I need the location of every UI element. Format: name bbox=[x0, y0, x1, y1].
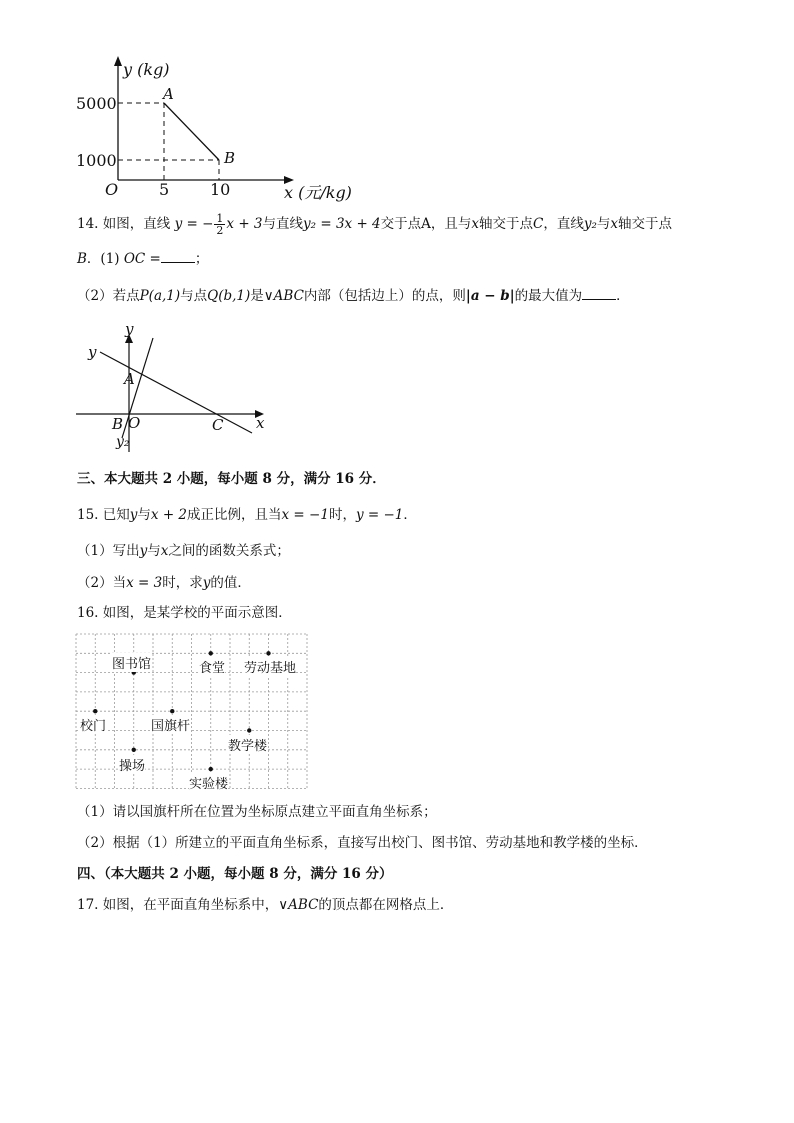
q14-text-mid5: 与 bbox=[596, 216, 611, 232]
q14-text-pre: 如图，直线 bbox=[102, 216, 171, 232]
q16-sub1: （1）请以国旗杆所在位置为坐标原点建立平面直角坐标系； bbox=[77, 804, 437, 820]
fig2-origin: O bbox=[128, 414, 141, 432]
fig2-line2-label: y₂ bbox=[116, 434, 130, 450]
point-a-label: A bbox=[163, 85, 174, 103]
q15-y: y bbox=[129, 507, 138, 523]
q15-cond1: x = −1 bbox=[281, 507, 329, 523]
q14-line2-end: ； bbox=[194, 251, 209, 267]
q14-c-var: C bbox=[533, 216, 544, 232]
dot-lab bbox=[209, 767, 213, 771]
fig2-point-a: A bbox=[124, 370, 135, 388]
point-b-label: B bbox=[224, 149, 236, 167]
q15-sub1-end: 之间的函数关系式； bbox=[168, 543, 290, 559]
q14-frac-num: 1 bbox=[216, 212, 224, 225]
q16-number: 16. bbox=[77, 605, 99, 621]
label-canteen: 食堂 bbox=[199, 657, 225, 676]
q14-triangle: ∨ABC bbox=[263, 288, 304, 304]
tick-x10: 10 bbox=[210, 180, 231, 199]
q14-part1-label: ．(1) bbox=[86, 251, 120, 267]
q15-sub1: （1）写出y与x之间的函数关系式； bbox=[77, 543, 290, 559]
q15-sub2-mid: 时，求 bbox=[162, 575, 203, 591]
q17-number: 17. bbox=[77, 897, 99, 913]
q15-cond2: y = −1 bbox=[355, 507, 404, 523]
q17-stem bbox=[77, 896, 453, 914]
dot-flagpole bbox=[170, 709, 174, 713]
q14-text-mid6: 轴交于点 bbox=[618, 216, 673, 232]
q14-point-q: Q(b,1) bbox=[207, 288, 251, 304]
q14-part2-end: 的最大值为 bbox=[514, 288, 583, 304]
q15-number: 15. bbox=[77, 507, 99, 523]
q15-sub1-pre: （1）写出 bbox=[77, 543, 140, 559]
q14-point-p: P(a,1) bbox=[139, 288, 181, 304]
q14-x-var: x bbox=[471, 216, 480, 232]
q14-eq1-rhs: x + 3 bbox=[226, 216, 263, 232]
q15-mid3: 时， bbox=[328, 507, 356, 523]
q16-text: 如图，是某学校的平面示意图． bbox=[102, 605, 292, 621]
label-teaching: 教学楼 bbox=[228, 735, 267, 754]
y-axis-label: y (kg) bbox=[123, 60, 170, 79]
fig2-x-axis-label: x bbox=[256, 414, 265, 432]
q15-mid2: 成正比例，且当 bbox=[187, 507, 282, 523]
q15-sub1-mid: 与 bbox=[147, 543, 161, 559]
q15-sub2-cond: x = 3 bbox=[126, 575, 163, 591]
label-labor-base: 劳动基地 bbox=[244, 657, 296, 676]
label-library: 图书馆 bbox=[112, 653, 151, 672]
q14-part2-mid3: 内部（包括边上）的点，则 bbox=[303, 288, 466, 304]
q14-frac-den: 2 bbox=[216, 224, 224, 237]
q14-part2-mid: 与点 bbox=[180, 288, 208, 304]
q14-part2-mid2: 是 bbox=[250, 288, 264, 304]
section4-title: 四、（本大题共 2 小题，每小题 8 分，满分 16 分） bbox=[77, 866, 393, 882]
dot-teaching bbox=[247, 728, 251, 732]
q14-eq1-lhs: y = − bbox=[174, 216, 214, 232]
q14-b-var: B bbox=[77, 251, 87, 267]
tick-1000: 1000 bbox=[76, 151, 117, 170]
q17-pre: 如图，在平面直角坐标系中， bbox=[102, 897, 279, 913]
label-lab: 实验楼 bbox=[189, 773, 228, 792]
label-flagpole: 国旗杆 bbox=[151, 715, 190, 734]
q15-sub2-pre: （2）当 bbox=[77, 575, 127, 591]
tick-x5: 5 bbox=[159, 180, 170, 199]
fig2-point-b: B bbox=[112, 415, 124, 433]
section3-title: 三、本大题共 2 小题，每小题 8 分，满分 16 分． bbox=[77, 471, 386, 487]
q14-abs: |a − b| bbox=[465, 288, 515, 304]
q16-sub2: （2）根据（1）所建立的平面直角坐标系，直接写出校门、图书馆、劳动基地和教学楼的坐标． bbox=[77, 835, 648, 851]
q14-oc: OC = bbox=[123, 251, 161, 267]
fig2-line1-label: y bbox=[88, 343, 97, 361]
tick-5000: 5000 bbox=[76, 94, 117, 113]
q15-pre: 已知 bbox=[102, 507, 130, 523]
dot-gate bbox=[93, 709, 97, 713]
q14-text-mid2: 交于点A，且与 bbox=[380, 216, 472, 232]
q14-text-mid1: 与直线 bbox=[262, 216, 304, 232]
q14-part2-period: ． bbox=[616, 288, 630, 304]
fig2-point-c: C bbox=[212, 416, 224, 434]
q15-sub2: （2）当x = 3时，求y的值． bbox=[77, 575, 251, 591]
fig2-y-axis-label: y bbox=[125, 320, 134, 338]
q14-line1: 14. 如图，直线 y = − $\frac{1}{2}$ x + 3与直线y₂ = 3x + 4交于点A，且与x轴交于点C，直线y₂与x轴交于点 bbox=[77, 212, 673, 237]
q17-triangle: ∨ABC bbox=[278, 897, 319, 913]
q14-text-mid4: ，直线 bbox=[543, 216, 584, 232]
dot-playground bbox=[132, 748, 136, 752]
q17-end: 的顶点都在网格点上． bbox=[318, 897, 454, 913]
origin-label: O bbox=[105, 180, 119, 199]
dot-canteen bbox=[209, 651, 213, 655]
q14-text-mid3: 轴交于点 bbox=[479, 216, 534, 232]
q14-eq2: y₂ = 3x + 4 bbox=[303, 216, 381, 232]
q14-y2-var: y₂ bbox=[583, 216, 597, 232]
q15-sub2-end: 的值． bbox=[210, 575, 251, 591]
dot-labor-base bbox=[266, 651, 270, 655]
q14-number: 14. bbox=[77, 216, 99, 232]
q15-mid1: 与 bbox=[137, 507, 151, 523]
q15-expr: x + 2 bbox=[150, 507, 188, 523]
label-gate: 校门 bbox=[80, 715, 106, 734]
q14-part2-pre: （2）若点 bbox=[77, 288, 140, 304]
q15-end: ． bbox=[403, 507, 417, 523]
label-playground: 操场 bbox=[119, 755, 145, 774]
x-axis-label: x (元/kg) bbox=[284, 183, 352, 202]
